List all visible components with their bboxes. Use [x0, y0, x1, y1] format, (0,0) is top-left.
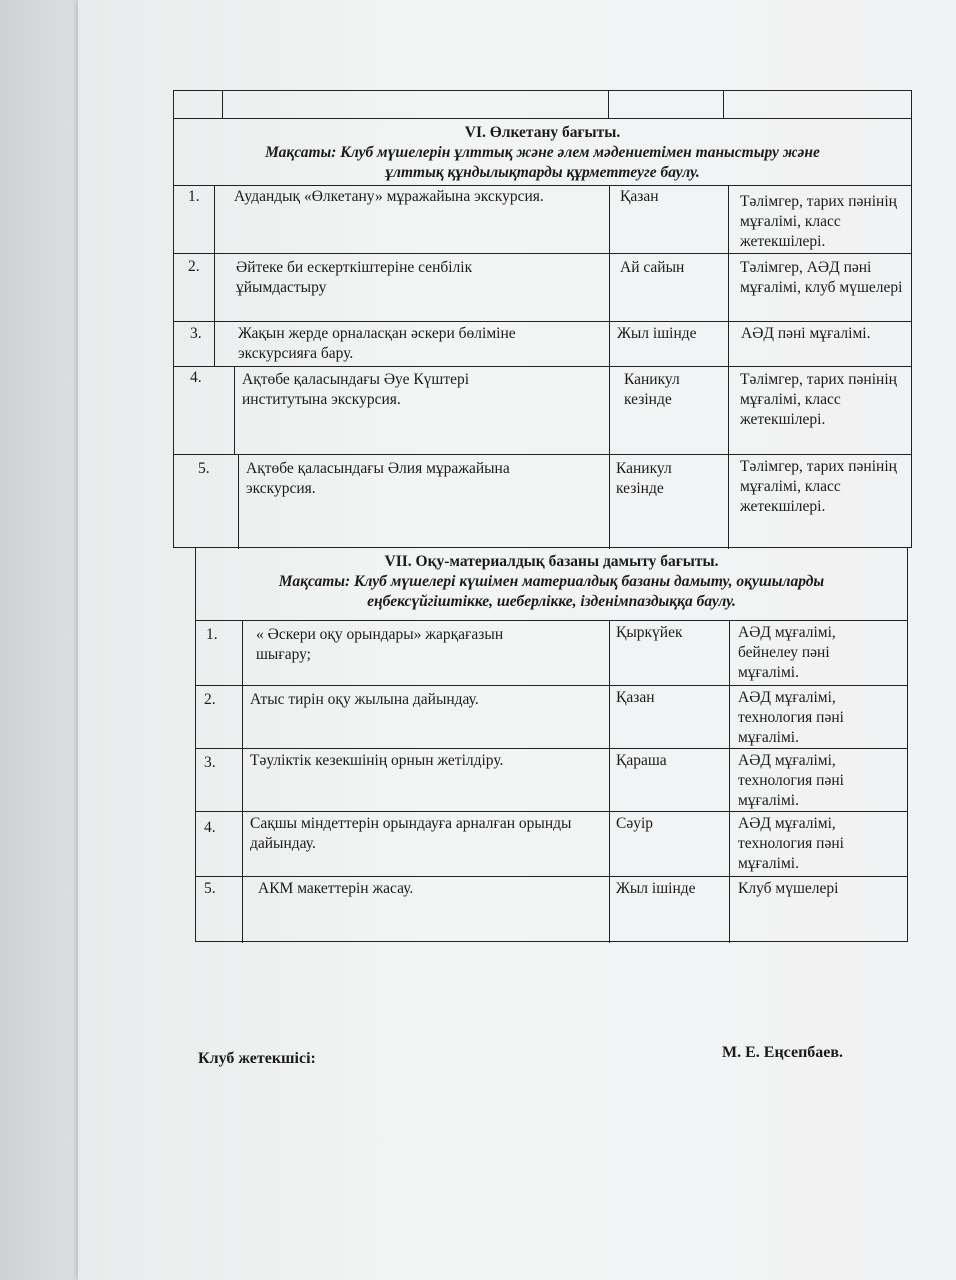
row-task: Аудандық «Өлкетану» мұражайына экскурсия. [234, 188, 544, 205]
row-number: 2. [188, 258, 200, 275]
row-time: Қыркүйек [616, 624, 683, 641]
row-responsible: Тәлімгер, тарих пәнінің мұғалімі, класс жетекшілері. [740, 458, 897, 515]
row-task: Сақшы міндеттерін орындауға арналған орынды дайындау. [250, 815, 572, 852]
row-responsible: АӘД мұғалімі, технология пәні мұғалімі. [738, 689, 844, 746]
row-time: Каникул кезінде [616, 460, 672, 497]
row-task: Әйтеке би ескерткіштеріне сенбілік ұйымдастыру [236, 259, 473, 296]
row-responsible: АӘД мұғалімі, технология пәні мұғалімі. [738, 815, 844, 872]
row-responsible: АӘД пәні мұғалімі. [741, 325, 871, 342]
section6-goal-line1: Мақсаты: Клуб мүшелерін ұлттық және әлем мәдениетімен таныстыру және [265, 144, 820, 161]
table-row [174, 185, 911, 253]
row-task: Ақтөбе қаласындағы Әлия мұражайына экскурсия. [246, 460, 510, 497]
row-task: Атыс тирін оқу жылына дайындау. [250, 691, 479, 708]
row-responsible: АӘД мұғалімі, бейнелеу пәні мұғалімі. [738, 624, 836, 681]
row-number: 4. [204, 819, 216, 836]
row-number: 1. [206, 626, 218, 643]
club-leader-label: Клуб жетекшісі: [198, 1050, 316, 1067]
club-leader-name: М. Е. Еңсепбаев. [722, 1044, 844, 1061]
row-time: Жыл ішінде [617, 325, 697, 342]
row-number: 2. [204, 691, 216, 708]
table-row [174, 321, 911, 366]
section6-goal-line2: ұлттық құндылықтарды құрметтеуге баулу. [385, 164, 700, 181]
row-time: Қараша [616, 752, 667, 769]
row-task: Жақын жерде орналасқан әскери бөліміне экскурсияға бару. [238, 325, 516, 362]
row-time: Сәуір [616, 815, 654, 832]
row-task: АКМ макеттерін жасау. [258, 880, 414, 897]
row-task: « Әскери оқу орындары» жарқағазын шығару; [256, 626, 504, 663]
table-row [174, 253, 911, 321]
row-responsible: Тәлімгер, тарих пәнінің мұғалімі, класс жетекшілері. [740, 193, 897, 250]
table-row [196, 876, 907, 943]
row-time: Қазан [616, 689, 655, 706]
section7-goal-line1: Мақсаты: Клуб мүшелері күшімен материалдық базаны дамыту, оқушыларды [278, 573, 825, 590]
row-time: Каникул кезінде [624, 371, 680, 408]
table-row [196, 748, 907, 811]
section7-header [196, 552, 907, 612]
section6-header [174, 123, 911, 183]
section7-goal-line2: еңбексүйгіштікке, шеберлікке, ізденімпаздыққа баулу. [367, 593, 736, 610]
section7-table [195, 547, 908, 942]
section6-table [173, 118, 912, 548]
top-stub-table [173, 90, 912, 119]
row-responsible: Клуб мүшелері [738, 880, 839, 897]
row-time: Ай сайын [620, 259, 685, 276]
row-responsible: АӘД мұғалімі, технология пәні мұғалімі. [738, 752, 844, 809]
row-number: 5. [198, 460, 210, 477]
section7-heading: VII. Оқу-материалдық базаны дамыту бағыты. [384, 553, 719, 570]
row-number: 3. [204, 754, 216, 771]
row-responsible: Тәлімгер, тарих пәнінің мұғалімі, класс жетекшілері. [740, 371, 897, 428]
row-time: Жыл ішінде [616, 880, 696, 897]
table-row [174, 454, 911, 549]
row-task: Тәуліктік кезекшінің орнын жетілдіру. [250, 752, 504, 769]
row-task: Ақтөбе қаласындағы Әуе Күштері институтына экскурсия. [242, 371, 470, 408]
table-row [196, 811, 907, 876]
row-number: 4. [190, 369, 202, 386]
table-row [196, 685, 907, 748]
table-row [196, 620, 907, 685]
row-number: 1. [188, 188, 200, 205]
row-time: Қазан [620, 188, 659, 205]
section6-heading: VI. Өлкетану бағыты. [464, 124, 621, 141]
previous-page-edge [0, 0, 78, 1280]
row-number: 5. [204, 880, 216, 897]
row-number: 3. [190, 325, 202, 342]
table-row [174, 366, 911, 454]
row-responsible: Тәлімгер, АӘД пәні мұғалімі, клуб мүшелері [740, 259, 903, 296]
